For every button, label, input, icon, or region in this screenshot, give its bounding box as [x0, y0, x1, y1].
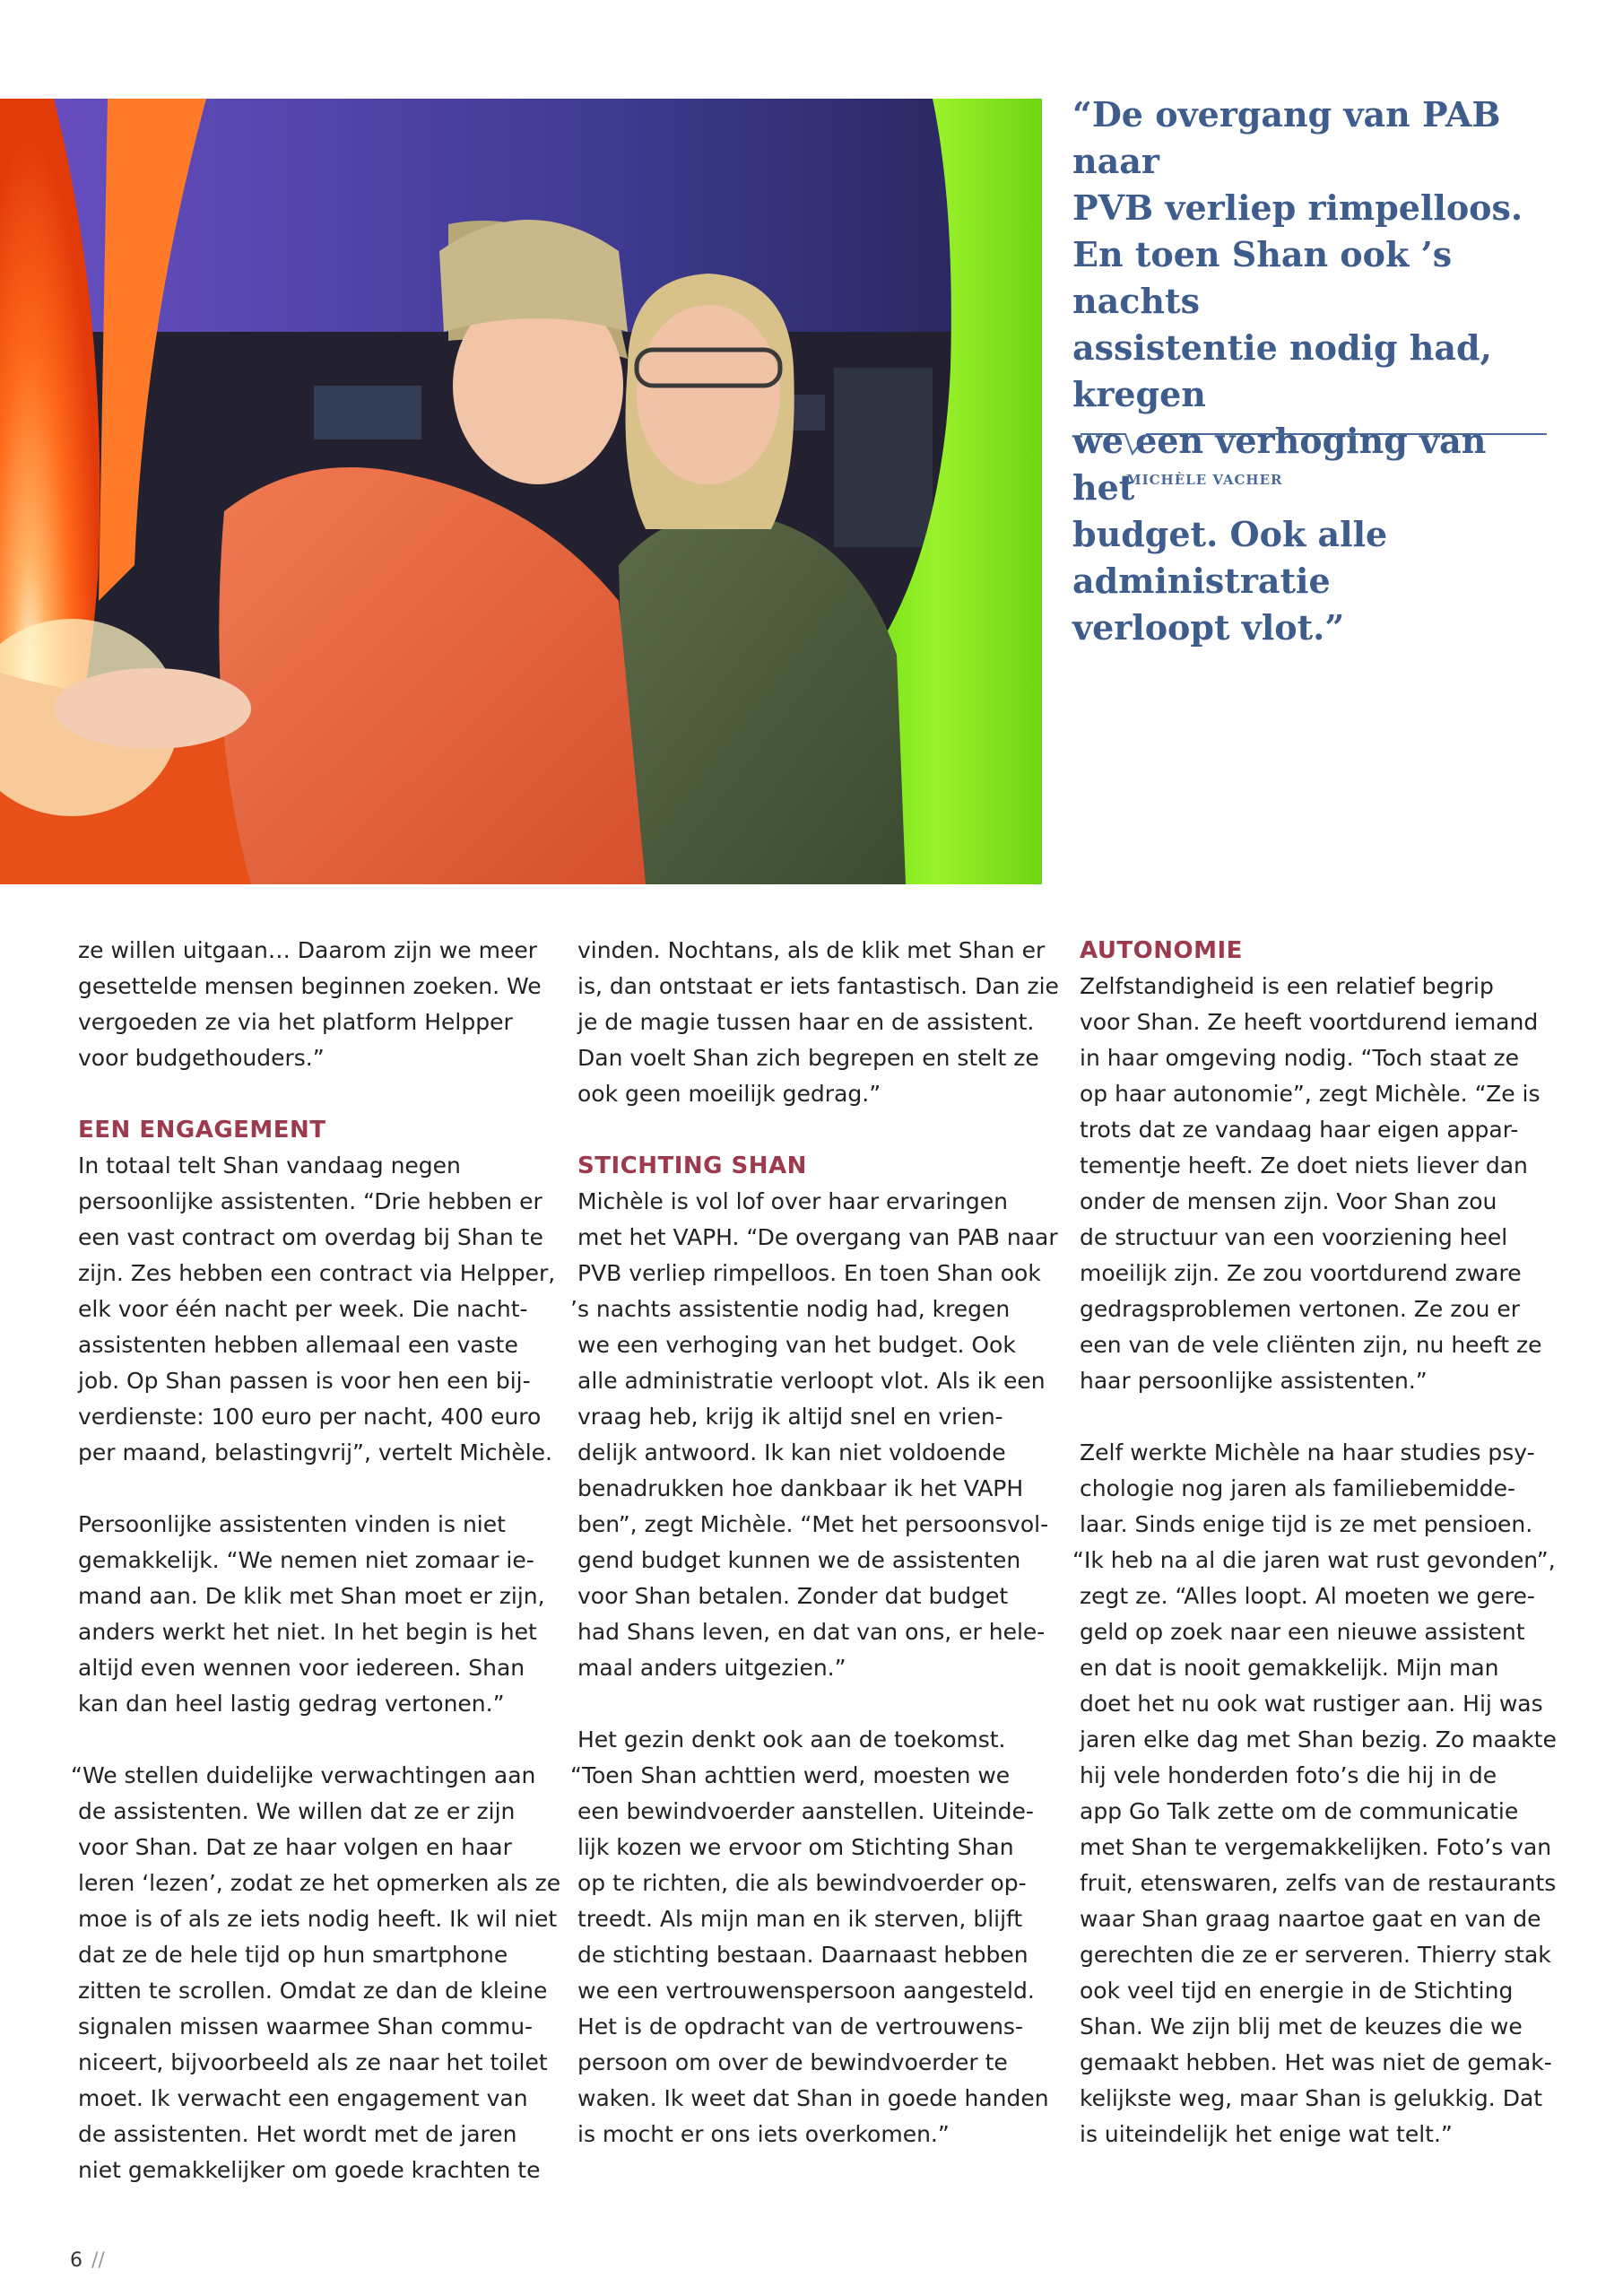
text-line: gemaakt hebben. Het was niet de gemak- [1080, 2049, 1552, 2075]
text-line: voor Shan. Ze heeft voortdurend iemand [1080, 1009, 1539, 1035]
text-line: persoon om over de bewindvoerder te [577, 2049, 1008, 2075]
text-line: vergoeden ze via het platform Helpper [78, 1009, 513, 1035]
text-line: moet. Ik verwacht een engagement van [78, 2085, 528, 2111]
text-line: fruit, etenswaren, zelfs van de restaurants [1080, 1870, 1557, 1896]
text-line: op te richten, die als bewindvoerder op- [577, 1870, 1027, 1896]
pull-quote-line: “De overgang van PAB naar [1072, 94, 1501, 181]
text-line: ’s nachts assistentie nodig had, kregen [570, 1296, 1011, 1322]
text-line: doet het nu ook wat rustiger aan. Hij was [1080, 1691, 1543, 1717]
text-line: een van de vele cliënten zijn, nu heeft ze [1080, 1332, 1542, 1358]
text-line: In totaal telt Shan vandaag negen [78, 1152, 461, 1178]
text-line: hij vele honderden foto’s die hij in de [1080, 1762, 1497, 1788]
text-line: dat ze de hele tijd op hun smartphone [78, 1942, 508, 1968]
text-line: chologie nog jaren als familiebemidde- [1080, 1475, 1516, 1501]
text-line: Shan. We zijn blij met de keuzes die we [1080, 2013, 1523, 2039]
text-line: gesettelde mensen beginnen zoeken. We [78, 973, 542, 999]
text-line: moeilijk zijn. Ze zou voortdurend zware [1080, 1260, 1522, 1286]
text-line: tementje heeft. Ze doet niets liever dan [1080, 1152, 1528, 1178]
text-line: een vast contract om overdag bij Shan te [78, 1224, 543, 1250]
text-line: verdienste: 100 euro per nacht, 400 euro [78, 1404, 542, 1430]
text-line: maal anders uitgezien.” [577, 1655, 846, 1681]
text-line: “Toen Shan achttien werd, moesten we [570, 1762, 1011, 1788]
text-line: zegt ze. “Alles loopt. Al moeten we gere- [1080, 1583, 1535, 1609]
text-line: ook veel tijd en energie in de Stichting [1080, 1978, 1514, 2004]
text-line: we een verhoging van het budget. Ook [577, 1332, 1016, 1358]
text-line: in haar omgeving nodig. “Toch staat ze [1080, 1045, 1519, 1071]
text-line: de structuur van een voorziening heel [1080, 1224, 1508, 1250]
text-line: vraag heb, krijg ik altijd snel en vrien- [577, 1404, 1003, 1430]
text-line: delijk antwoord. Ik kan niet voldoende [577, 1439, 1006, 1465]
quote-author: MICHÈLE VACHER [1126, 472, 1283, 488]
paragraph [78, 933, 571, 1076]
text-line: de assistenten. We willen dat ze er zijn [78, 1798, 516, 1824]
paragraph [1072, 1435, 1573, 2152]
page-number-separator: // [91, 2249, 105, 2272]
text-line: niceert, bijvoorbeeld als ze naar het toilet [78, 2049, 548, 2075]
text-line: haar persoonlijke assistenten.” [1080, 1368, 1428, 1394]
photo-illustration [0, 99, 1042, 884]
text-line: Het is de opdracht van de vertrouwens- [577, 2013, 1023, 2039]
text-line: PVB verliep rimpelloos. En toen Shan ook [577, 1260, 1041, 1286]
text-line: leren ‘lezen’, zodat ze het opmerken als ze [78, 1870, 561, 1896]
text-line: ben”, zegt Michèle. “Met het persoonsvol- [577, 1511, 1049, 1537]
text-line: we een vertrouwenspersoon aangesteld. [577, 1978, 1035, 2004]
text-line: waar Shan graag naartoe gaat en van de [1080, 1906, 1541, 1932]
pull-quote-line: PVB verliep rimpelloos. [1072, 187, 1523, 228]
paragraph [78, 1507, 571, 1722]
pull-quote-line: verloopt vlot.” [1072, 607, 1345, 648]
pull-quote-line: En toen Shan ook ’s nachts [1072, 234, 1453, 321]
text-line: jaren elke dag met Shan bezig. Zo maakte [1080, 1726, 1557, 1752]
text-line: assistenten hebben allemaal een vaste [78, 1332, 518, 1358]
text-line: vinden. Nochtans, als de klik met Shan er [577, 937, 1046, 963]
text-line: is mocht er ons iets overkomen.” [577, 2121, 950, 2147]
text-line: voor Shan. Dat ze haar volgen en haar [78, 1834, 512, 1860]
text-line: de assistenten. Het wordt met de jaren [78, 2121, 517, 2147]
text-line: en dat is nooit gemakkelijk. Mijn man [1080, 1655, 1499, 1681]
text-line: Michèle is vol lof over haar ervaringen [577, 1188, 1008, 1214]
text-line: signalen missen waarmee Shan commu- [78, 2013, 534, 2039]
text-line: altijd even wennen voor iedereen. Shan [78, 1655, 525, 1681]
text-line: per maand, belastingvrij”, vertelt Michèle. [78, 1439, 552, 1465]
text-line: moe is of als ze iets nodig heeft. Ik wil niet [78, 1906, 558, 1932]
text-line: kelijkste weg, maar Shan is gelukkig. Dat [1080, 2085, 1543, 2111]
text-line: voor Shan betalen. Zonder dat budget [577, 1583, 1009, 1609]
text-line: waken. Ik weet dat Shan in goede handen [577, 2085, 1049, 2111]
text-line: app Go Talk zette om de communicatie [1080, 1798, 1519, 1824]
text-line: Het gezin denkt ook aan de toekomst. [577, 1726, 1006, 1752]
text-line: kan dan heel lastig gedrag vertonen.” [78, 1691, 505, 1717]
text-line: treedt. Als mijn man en ik sterven, blijft [577, 1906, 1023, 1932]
text-line: Persoonlijke assistenten vinden is niet [78, 1511, 506, 1537]
pull-quote-line: assistentie nodig had, kregen [1072, 327, 1492, 414]
text-line: alle administratie verloopt vlot. Als ik een [577, 1368, 1046, 1394]
text-line: op haar autonomie”, zegt Michèle. “Ze is [1080, 1081, 1541, 1107]
section-heading-engagement: EEN ENGAGEMENT [78, 1117, 326, 1144]
text-line: gedragsproblemen vertonen. Ze zou er [1080, 1296, 1521, 1322]
text-line: gemakkelijk. “We nemen niet zomaar ie- [78, 1547, 534, 1573]
column-1 [71, 933, 571, 2224]
text-line: trots dat ze vandaag haar eigen appar- [1080, 1117, 1519, 1143]
text-line: anders werkt het niet. In het begin is het [78, 1619, 537, 1645]
text-line: job. Op Shan passen is voor hen een bij- [78, 1368, 531, 1394]
text-line: is uiteindelijk het enige wat telt.” [1080, 2121, 1453, 2147]
column-2 [570, 933, 1071, 2188]
pull-quote-line: we een verhoging van het [1072, 421, 1487, 508]
text-line: onder de mensen zijn. Voor Shan zou [1080, 1188, 1497, 1214]
text-line: met het VAPH. “De overgang van PAB naar [577, 1224, 1058, 1250]
text-line: elk voor één nacht per week. Die nacht- [78, 1296, 528, 1322]
text-line: ook geen moeilijk gedrag.” [577, 1081, 881, 1107]
text-line: niet gemakkelijker om goede krachten te [78, 2157, 541, 2183]
text-line: gerechten die ze er serveren. Thierry stak [1080, 1942, 1551, 1968]
column-3 [1072, 933, 1573, 2188]
text-line: is, dan ontstaat er iets fantastisch. Dan zie [577, 973, 1059, 999]
text-line: persoonlijke assistenten. “Drie hebben er [78, 1188, 542, 1214]
text-line: een bewindvoerder aanstellen. Uiteinde- [577, 1798, 1034, 1824]
page-number: 6 [70, 2249, 82, 2272]
text-line: “Ik heb na al die jaren wat rust gevonden”, [1072, 1547, 1556, 1573]
text-line: “We stellen duidelijke verwachtingen aan [71, 1762, 536, 1788]
text-line: gend budget kunnen we de assistenten [577, 1547, 1021, 1573]
text-line: laar. Sinds enige tijd is ze met pensioen. [1080, 1511, 1533, 1537]
text-line: ze willen uitgaan… Daarom zijn we meer [78, 937, 537, 963]
pull-quote [1072, 91, 1557, 651]
text-line: benadrukken hoe dankbaar ik het VAPH [577, 1475, 1024, 1501]
article-photo [0, 99, 1042, 884]
paragraph [570, 1184, 1071, 1686]
paragraph [1080, 969, 1573, 1399]
paragraph [71, 1758, 571, 2188]
section-heading-stichting-shan: STICHTING SHAN [577, 1152, 807, 1179]
section-heading-autonomie: AUTONOMIE [1080, 937, 1243, 964]
paragraph [78, 1148, 571, 1471]
text-line: met Shan te vergemakkelijken. Foto’s van [1080, 1834, 1552, 1860]
text-line: voor budgethouders.” [78, 1045, 325, 1071]
text-line: zitten te scrollen. Omdat ze dan de kleine [78, 1978, 548, 2004]
text-line: Zelfstandigheid is een relatief begrip [1080, 973, 1494, 999]
paragraph [570, 1722, 1071, 2152]
text-line: de stichting bestaan. Daarnaast hebben [577, 1942, 1028, 1968]
quote-divider [1081, 429, 1547, 461]
pull-quote-line: budget. Ook alle administratie [1072, 514, 1388, 601]
text-line: lijk kozen we ervoor om Stichting Shan [577, 1834, 1014, 1860]
text-line: Dan voelt Shan zich begrepen en stelt ze [577, 1045, 1039, 1071]
text-line: je de magie tussen haar en de assistent. [577, 1009, 1035, 1035]
text-line: geld op zoek naar een nieuwe assistent [1080, 1619, 1525, 1645]
text-line: zijn. Zes hebben een contract via Helpper, [78, 1260, 556, 1286]
paragraph [577, 933, 1071, 1112]
text-line: had Shans leven, en dat van ons, er hele- [577, 1619, 1046, 1645]
text-line: mand aan. De klik met Shan moet er zijn, [78, 1583, 545, 1609]
text-line: Zelf werkte Michèle na haar studies psy- [1080, 1439, 1535, 1465]
